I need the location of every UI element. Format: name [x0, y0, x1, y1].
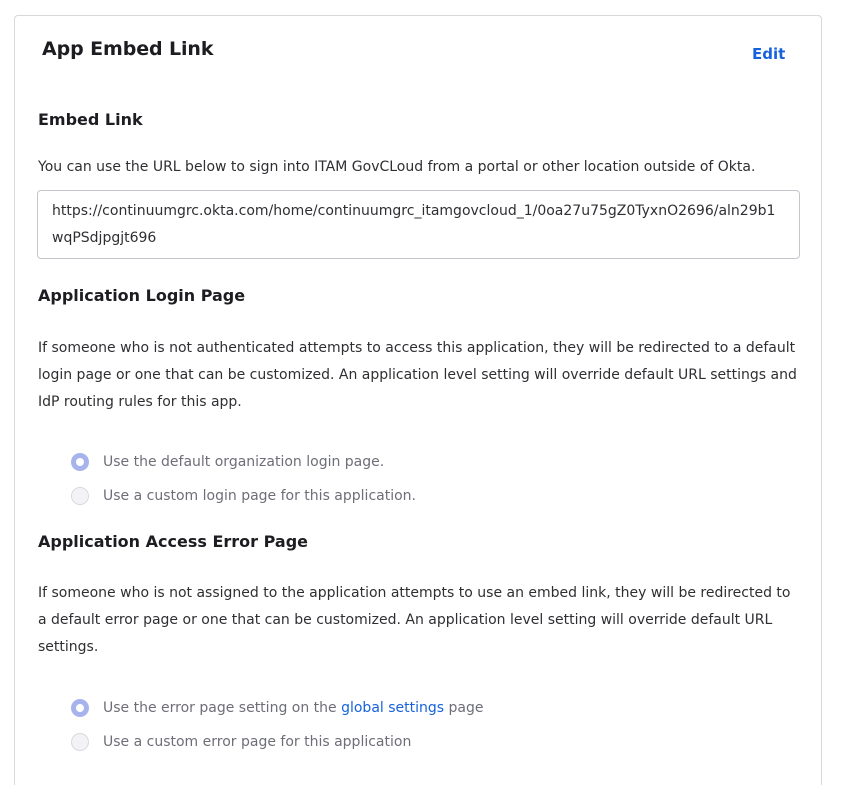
radio-unchecked-icon[interactable] — [71, 733, 89, 751]
radio-checked-icon[interactable] — [71, 699, 89, 717]
radio-custom-login-label: Use a custom login page for this application. — [103, 488, 416, 504]
radio-global-error-page[interactable] — [71, 699, 484, 717]
radio-global-error-label — [103, 700, 484, 716]
radio-global-error-prefix: Use the error page setting on the — [103, 700, 342, 716]
embed-url-field[interactable]: https://continuumgrc.okta.com/home/continuumgrc_itamgovcloud_1/0oa27u75gZ0TyxnO2696/aln29b1wqPSdjpgjt696 — [37, 190, 800, 259]
login-page-description: If someone who is not authenticated attempts to access this application, they will be redirected to a default login page or one that can be customized. An application level setting will override default URL settings and IdP routing rules for this app. — [38, 340, 797, 410]
radio-unchecked-icon[interactable] — [71, 487, 89, 505]
embed-link-heading: Embed Link — [38, 110, 143, 129]
embed-link-description: You can use the URL below to sign into ITAM GovCLoud from a portal or other location outside of Okta. — [38, 159, 756, 175]
card-title: App Embed Link — [42, 38, 214, 60]
edit-button[interactable]: Edit — [752, 45, 786, 63]
radio-default-login-page[interactable] — [71, 453, 384, 471]
login-page-heading: Application Login Page — [38, 286, 246, 305]
radio-global-error-suffix: page — [444, 700, 484, 716]
radio-default-login-label: Use the default organization login page. — [103, 454, 385, 470]
radio-custom-login-page[interactable] — [71, 487, 416, 505]
app-embed-link-card — [14, 15, 822, 785]
radio-checked-icon[interactable] — [71, 453, 89, 471]
error-page-heading: Application Access Error Page — [38, 532, 309, 551]
global-settings-link[interactable]: global settings — [341, 700, 445, 716]
error-page-description: If someone who is not assigned to the application attempts to use an embed link, they will be redirected to a default error page or one that can be customized. An application level setting will override default URL settings. — [38, 585, 791, 655]
radio-custom-error-page[interactable] — [71, 733, 411, 751]
radio-custom-error-label: Use a custom error page for this application — [103, 734, 412, 750]
